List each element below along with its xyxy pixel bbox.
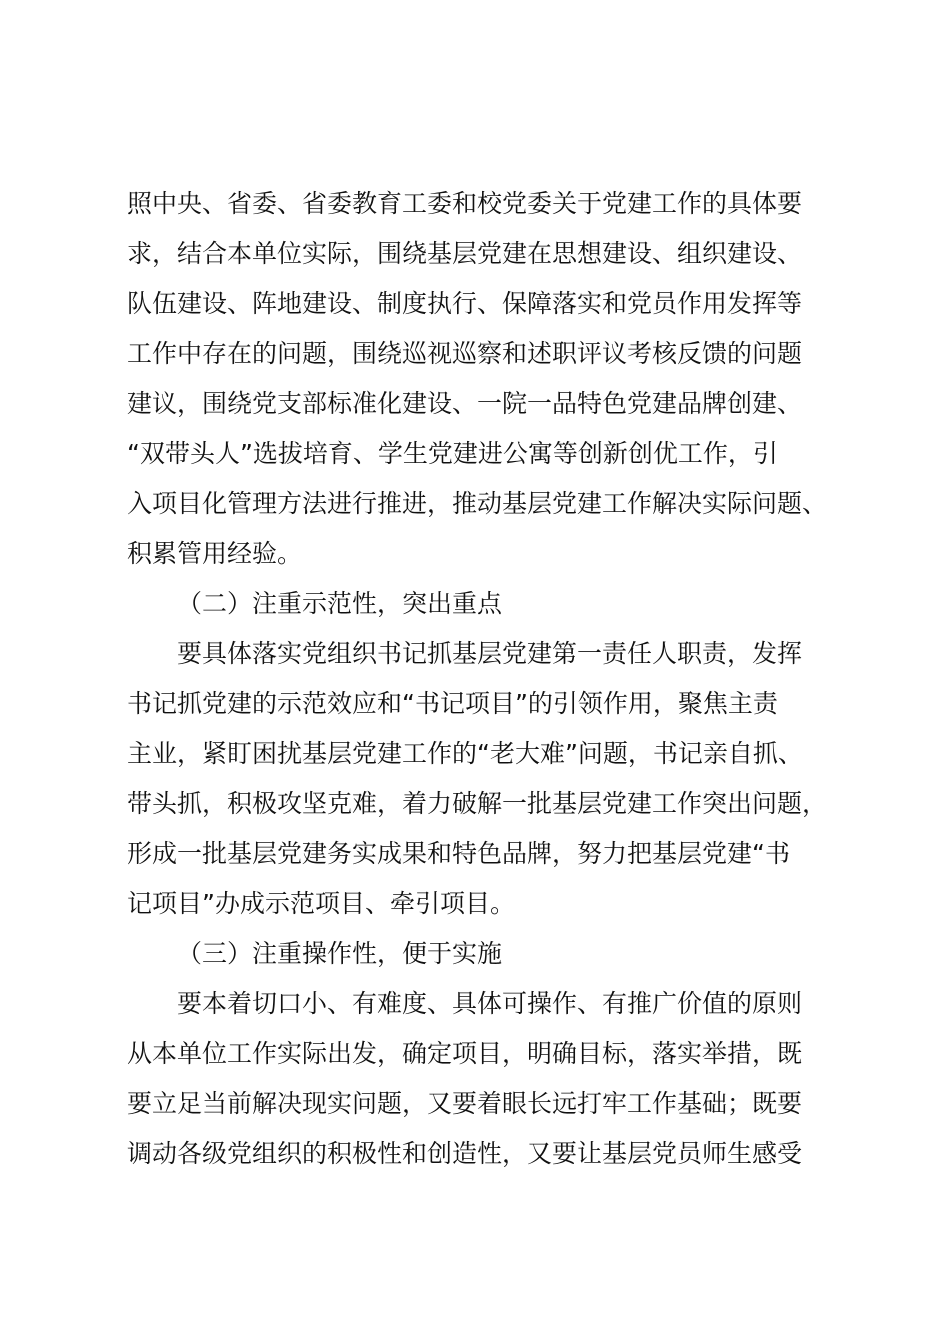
body-text-line: “双带头人”选拔培育、学生党建进公寓等创新创优工作，引 bbox=[127, 439, 778, 468]
body-text-line: 求，结合本单位实际，围绕基层党建在思想建设、组织建设、 bbox=[127, 239, 803, 268]
body-text-line: 队伍建设、阵地建设、制度执行、保障落实和党员作用发挥等 bbox=[127, 289, 803, 318]
body-text-line: 从本单位工作实际出发，确定项目，明确目标，落实举措，既 bbox=[127, 1039, 803, 1068]
body-text-line: 工作中存在的问题，围绕巡视巡察和述职评议考核反馈的问题 bbox=[127, 339, 803, 368]
body-text-line: 调动各级党组织的积极性和创造性，又要让基层党员师生感受 bbox=[127, 1139, 803, 1168]
body-text-line: 形成一批基层党建务实成果和特色品牌，努力把基层党建“书 bbox=[127, 839, 790, 868]
body-text-line: 带头抓，积极攻坚克难，着力破解一批基层党建工作突出问题， bbox=[127, 789, 828, 818]
section-heading: （三）注重操作性，便于实施 bbox=[177, 939, 503, 968]
body-text-line: 建议，围绕党支部标准化建设、一院一品特色党建品牌创建、 bbox=[127, 389, 803, 418]
paragraph-first-line: 要本着切口小、有难度、具体可操作、有推广价值的原则 bbox=[177, 989, 803, 1018]
paragraph-first-line: 要具体落实党组织书记抓基层党建第一责任人职责，发挥 bbox=[177, 639, 803, 668]
body-text-line: 要立足当前解决现实问题，又要着眼长远打牢工作基础；既要 bbox=[127, 1089, 803, 1118]
body-text-line: 积累管用经验。 bbox=[127, 539, 303, 568]
body-text-line: 书记抓党建的示范效应和“书记项目”的引领作用，聚焦主责 bbox=[127, 689, 778, 718]
body-text-line: 记项目”办成示范项目、牵引项目。 bbox=[127, 889, 515, 918]
body-text-line: 主业，紧盯困扰基层党建工作的“老大难”问题，书记亲自抓、 bbox=[127, 739, 803, 768]
body-text-line: 入项目化管理方法进行推进，推动基层党建工作解决实际问题、 bbox=[127, 489, 828, 518]
body-text-line: 照中央、省委、省委教育工委和校党委关于党建工作的具体要 bbox=[127, 189, 803, 218]
section-heading: （二）注重示范性，突出重点 bbox=[177, 589, 503, 618]
